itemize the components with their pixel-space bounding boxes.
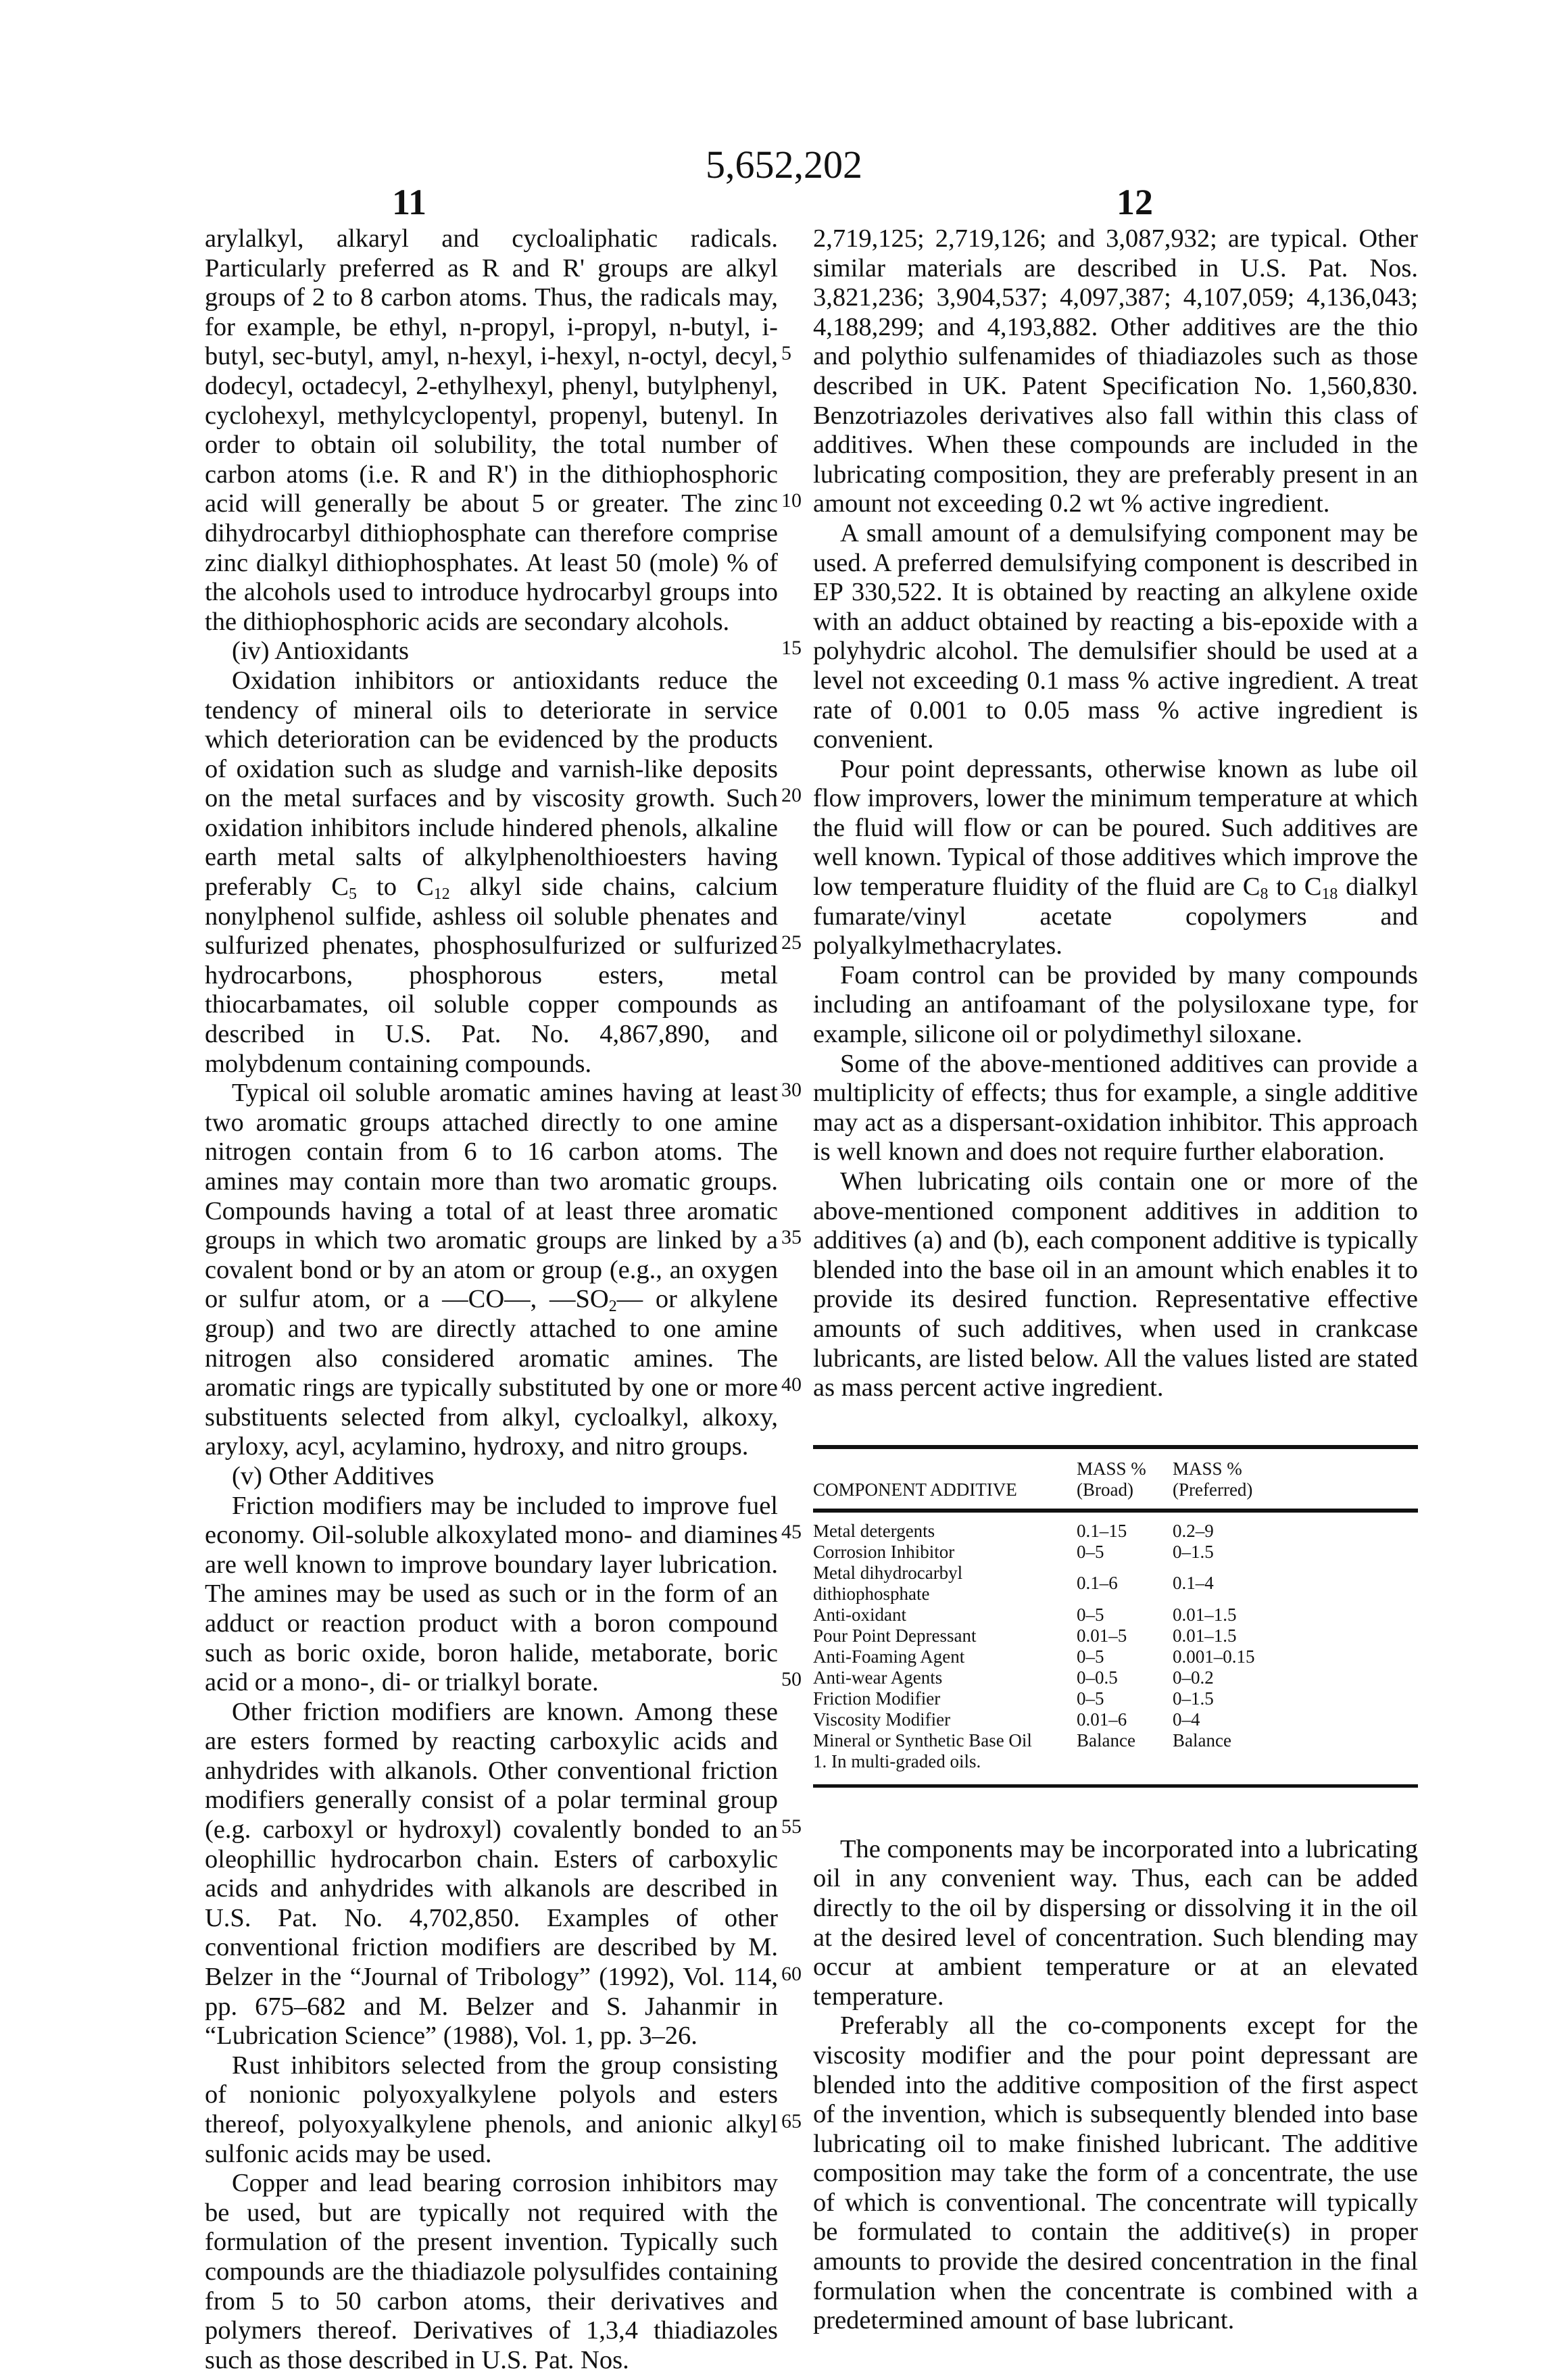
table-footnote: 1. In multi-graded oils. [813, 1751, 1418, 1786]
paragraph: Oxidation inhibitors or antioxidants reduce the tendency of mineral oils to deteriorate in service which deterioration can be evidenced by the products of oxidation such as sludge and varnish-like deposits on the metal surfaces and by viscosity growth. Such oxidation inhibitors include hindered phenols, alkaline earth metal salts of alkylphenolthioesters having preferably $C_5$ to $C_{12}$ alkyl side chains, calcium nonylphenol sulfide, ashless oil soluble phenates and sulfurized phenates, phosphosulfurized or sulfurized hydrocarbons, phosphorous esters, metal thiocarbamates, oil soluble copper compounds as described in U.S. Pat. No. 4,867,890, and molybdenum containing compounds. [205, 666, 778, 1078]
cell-broad: 0.1–15 [1077, 1520, 1127, 1541]
cell-component: Metal detergents [813, 1520, 935, 1541]
section-heading-other-additives: (v) Other Additives [232, 1461, 435, 1490]
paragraph: 2,719,125; 2,719,126; and 3,087,932; are typical. Other similar materials are described in U.S. Pat. Nos. 3,821,236; 3,904,537; 4,097,387; 4,107,059; 4,136,043; 4,188,299; and 4,193,882. Other additives are the thio and polythio sulfenamides of thiadiazoles such as those described in UK. Patent Specification No. 1,560,830. Benzotriazoles derivatives also fall within this class of additives. When these compounds are included in the lubricating composition, they are preferably present in an amount not exceeding 0.2 wt % active ingredient. [813, 224, 1418, 518]
cell-component: Corrosion Inhibitor [813, 1541, 955, 1562]
cell-preferred: 0.01–1.5 [1173, 1604, 1237, 1625]
paragraph: Preferably all the co-components except for the viscosity modifier and the pour point depressant are blended into the additive composition of the first aspect of the invention, which is subsequently blended into base lubricating oil to make finished lubricant. The additive composition may take the form of a concentrate, the use of which is conventional. The concentrate will typically be formulated to contain the additive(s) in proper amounts to provide the desired concentration in the final formulation when the concentrate is combined with a predetermined amount of base lubricant. [813, 2011, 1418, 2335]
table-row [813, 1511, 1418, 1542]
cell-preferred: 0–1.5 [1173, 1688, 1214, 1709]
table-row [813, 1730, 1418, 1751]
cell-preferred: 0–0.2 [1173, 1667, 1214, 1688]
table-row [813, 1646, 1418, 1667]
table-row [813, 1688, 1418, 1709]
cell-preferred: 0.1–4 [1173, 1573, 1214, 1594]
cell-preferred: 0.01–1.5 [1173, 1625, 1237, 1646]
paragraph: Foam control can be provided by many compounds including an antifoamant of the polysiloxane type, for example, silicone oil or polydimethyl siloxane. [813, 960, 1418, 1049]
table-row [813, 1542, 1418, 1563]
paragraph: Other friction modifiers are known. Among these are esters formed by reacting carboxylic acids and anhydrides with alkanols. Other conventional friction modifiers generally consist of a polar terminal group (e.g. carboxyl or hydroxyl) covalently bonded to an oleophillic hydrocarbon chain. Esters of carboxylic acids and anhydrides with alkanols are described in U.S. Pat. No. 4,702,850. Examples of other conventional friction modifiers are described by M. Belzer in the “Journal of Tribology” (1992), Vol. 114, pp. 675–682 and M. Belzer and S. Jahanmir in “Lubrication Science” (1988), Vol. 1, pp. 3–26. [205, 1697, 778, 2051]
paragraph: The components may be incorporated into a lubricating oil in any convenient way. Thus, each can be added directly to the oil by dispersing or dissolving it in the oil at the desired level of concentration. Such blending may occur at ambient temperature or at an elevated temperature. [813, 1834, 1418, 2011]
line-number: 55 [781, 1815, 802, 1838]
left-column [205, 224, 778, 2375]
table-row [813, 1667, 1418, 1688]
cell-component: Pour Point Depressant [813, 1625, 977, 1646]
cell-component: Anti-Foaming Agent [813, 1646, 965, 1667]
column-number-right: 12 [1117, 182, 1153, 222]
line-number: 30 [781, 1079, 802, 1101]
column-number-left: 11 [392, 182, 427, 222]
cell-broad: 0–5 [1077, 1688, 1104, 1709]
table-header-row [813, 1449, 1418, 1511]
paragraph: arylalkyl, alkaryl and cycloaliphatic radicals. Particularly preferred as R and R' groups are alkyl groups of 2 to 8 carbon atoms. Thus, the radicals may, for example, be ethyl, n-propyl, i-propyl, n-butyl, i-butyl, sec-butyl, amyl, n-hexyl, i-hexyl, n-octyl, decyl, dodecyl, octadecyl, 2-ethylhexyl, phenyl, butylphenyl, cyclohexyl, methylcyclopentyl, propenyl, butenyl. In order to obtain oil solubility, the total number of carbon atoms (i.e. R and R') in the dithiophosphoric acid will generally be about 5 or greater. The zinc dihydrocarbyl dithiophosphate can therefore comprise zinc dialkyl dithiophosphates. At least 50 (mole) % of the alcohols used to introduce hydrocarbyl groups into the dithiophosphoric acids are secondary alcohols. [205, 224, 778, 636]
line-number: 40 [781, 1373, 802, 1396]
cell-broad: 0.01–5 [1077, 1625, 1127, 1646]
table-row [813, 1605, 1418, 1625]
header-component: COMPONENT ADDITIVE [813, 1449, 1077, 1511]
line-number: 5 [781, 342, 791, 364]
right-column [813, 224, 1418, 2336]
paragraph: Typical oil soluble aromatic amines having at least two aromatic groups attached directly to one amine nitrogen contain from 6 to 16 carbon atoms. The amines may contain more than two aromatic groups. Compounds having a total of at least three aromatic groups in which two aromatic groups are linked by a covalent bond or by an atom or group (e.g., an oxygen or sulfur atom, or a —CO—, $—SO_2—$ or alkylene group) and two are directly attached to one amine nitrogen also considered aromatic amines. The aromatic rings are typically substituted by one or more substituents selected from alkyl, cycloalkyl, alkoxy, aryloxy, acyl, acylamino, hydroxy, and nitro groups. [205, 1079, 779, 1461]
cell-broad: 0.01–6 [1077, 1709, 1127, 1730]
cell-preferred: 0–4 [1173, 1709, 1200, 1730]
cell-component: Anti-oxidant [813, 1604, 906, 1625]
cell-broad: 0.1–6 [1077, 1573, 1118, 1594]
table-row [813, 1709, 1418, 1730]
section-heading-antioxidants: (iv) Antioxidants [232, 637, 409, 666]
cell-preferred: 0.001–0.15 [1173, 1646, 1255, 1667]
cell-broad: 0–5 [1077, 1541, 1104, 1562]
additive-table [813, 1445, 1418, 1788]
cell-broad: 0–5 [1077, 1646, 1104, 1667]
cell-preferred: Balance [1173, 1730, 1231, 1750]
line-number: 20 [781, 784, 802, 806]
table-row [813, 1625, 1418, 1646]
additive-table-container [813, 1445, 1418, 1788]
paragraph: Copper and lead bearing corrosion inhibitors may be used, but are typically not required with the formulation of the present invention. Typically such compounds are the thiadiazole polysulfides containing from 5 to 50 carbon atoms, their derivatives and polymers thereof. Derivatives of 1,3,4 thiadiazoles such as those described in U.S. Pat. Nos. [205, 2169, 778, 2374]
line-number: 45 [781, 1521, 802, 1543]
cell-preferred: 0.2–9 [1173, 1520, 1214, 1541]
cell-broad: Balance [1077, 1730, 1135, 1750]
cell-component: Friction Modifier [813, 1688, 941, 1709]
line-number: 35 [781, 1226, 802, 1248]
cell-preferred: 0–1.5 [1173, 1541, 1214, 1562]
paragraph: A small amount of a demulsifying component may be used. A preferred demulsifying component is described in EP 330,522. It is obtained by reacting an alkylene oxide with an adduct obtained by reacting a bis-epoxide with a polyhydric alcohol. The demulsifier should be used at a level not exceeding 0.1 mass % active ingredient. A treat rate of 0.001 to 0.05 mass % active ingredient is convenient. [813, 518, 1418, 754]
cell-component: Mineral or Synthetic Base Oil [813, 1730, 1032, 1750]
paragraph: Rust inhibitors selected from the group consisting of nonionic polyoxyalkylene polyols and esters thereof, polyoxyalkylene phenols, and anionic alkyl sulfonic acids may be used. [205, 2051, 778, 2168]
line-number: 15 [781, 637, 802, 659]
line-number: 25 [781, 931, 802, 954]
header-broad: MASS % (Broad) [1077, 1449, 1173, 1511]
paragraph: When lubricating oils contain one or more of the above-mentioned component additives in addition to additives (a) and (b), each component additive is typically blended into the base oil in an amount which enables it to provide its desired function. Representative effective amounts of such additives, when used in crankcase lubricants, are listed below. All the values listed are stated as mass percent active ingredient. [813, 1167, 1418, 1402]
line-number: 50 [781, 1668, 802, 1690]
cell-broad: 0–5 [1077, 1604, 1104, 1625]
paragraph: Some of the above-mentioned additives can provide a multiplicity of effects; thus for example, a single additive may act as a dispersant-oxidation inhibitor. This approach is well known and does not require further elaboration. [813, 1049, 1418, 1167]
cell-component: Viscosity Modifier [813, 1709, 951, 1730]
cell-component: Anti-wear Agents [813, 1667, 943, 1688]
line-number: 10 [781, 489, 802, 512]
line-number: 60 [781, 1963, 802, 1985]
patent-number: 5,652,202 [706, 143, 862, 187]
cell-broad: 0–0.5 [1077, 1667, 1118, 1688]
header-preferred: MASS % (Preferred) [1173, 1449, 1418, 1511]
table-row [813, 1563, 1418, 1605]
cell-component: Metal dihydrocarbyl dithiophosphate [813, 1562, 963, 1604]
paragraph: Friction modifiers may be included to improve fuel economy. Oil-soluble alkoxylated mono- and diamines are well known to improve boundary layer lubrication. The amines may be used as such or in the form of an adduct or reaction product with a boron compound such as boric oxide, boron halide, metaborate, boric acid or a mono-, di- or trialkyl borate. [205, 1491, 778, 1697]
paragraph: Pour point depressants, otherwise known as lube oil flow improvers, lower the minimum temperature at which the fluid will flow or can be poured. Such additives are well known. Typical of those additives which improve the low temperature fluidity of the fluid are $C_8$ to $C_{18}$ dialkyl fumarate/vinyl acetate copolymers and polyalkylmethacrylates. [813, 754, 1418, 960]
line-number: 65 [781, 2110, 802, 2132]
